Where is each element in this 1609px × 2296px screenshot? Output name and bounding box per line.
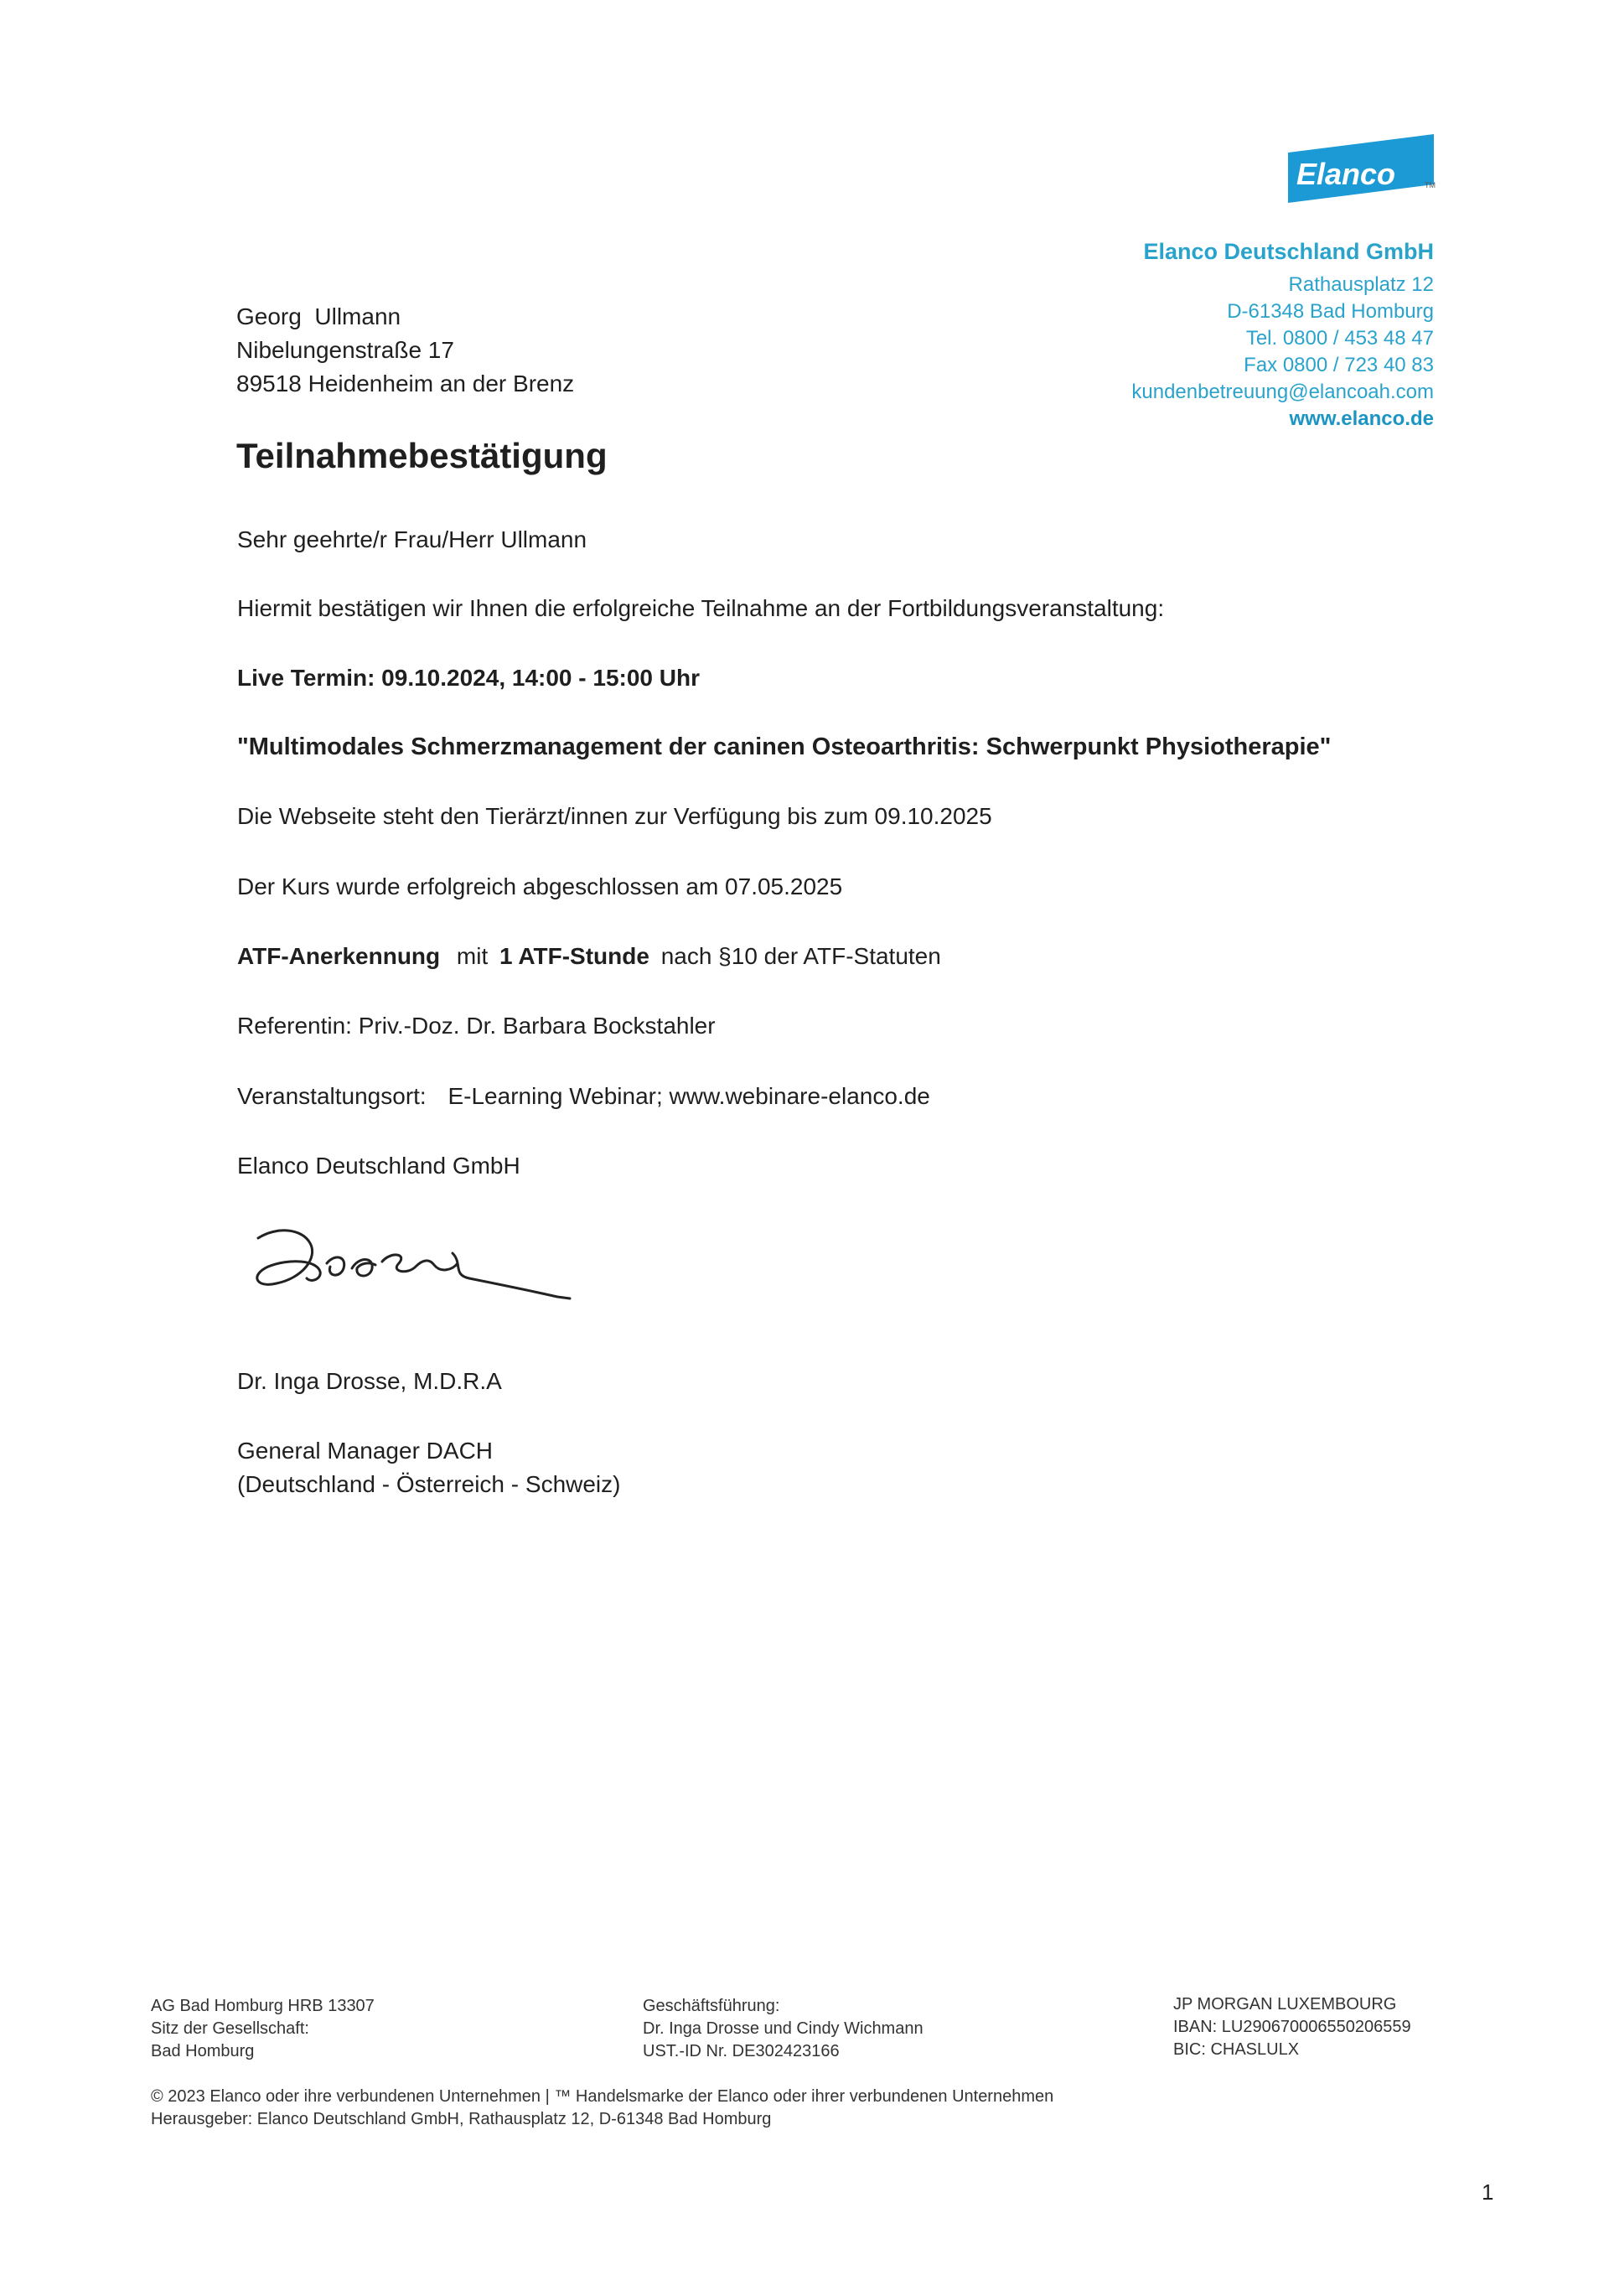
copyright-line: © 2023 Elanco oder ihre verbundenen Unternehmen | ™ Handelsmarke der Elanco oder ihrer verbundenen Unternehmen bbox=[151, 2087, 1054, 2106]
sender-company: Elanco Deutschland GmbH bbox=[1143, 239, 1434, 264]
footer-line: Dr. Inga Drosse und Cindy Wichmann bbox=[643, 2019, 923, 2038]
logo-text: Elanco bbox=[1296, 157, 1396, 191]
speaker: Referentin: Priv.-Doz. Dr. Barbara Bockstahler bbox=[237, 1013, 716, 1039]
intro-text: Hiermit bestätigen wir Ihnen die erfolgreiche Teilnahme an der Fortbildungsveranstaltung: bbox=[237, 595, 1165, 621]
sender-tel: Tel. 0800 / 453 48 47 bbox=[1245, 327, 1434, 350]
atf-recognition bbox=[237, 943, 941, 970]
sender-email: kundenbetreuung@elancoah.com bbox=[1131, 381, 1434, 403]
footer-register bbox=[151, 1995, 375, 2063]
footer-line: BIC: CHASLULX bbox=[1173, 2040, 1300, 2059]
handwritten-signature bbox=[243, 1220, 578, 1329]
atf-rest: nach §10 der ATF-Statuten bbox=[660, 943, 941, 969]
footer-legal bbox=[151, 2086, 1053, 2131]
page-number: 1 bbox=[1482, 2179, 1494, 2205]
location-label: Veranstaltungsort: bbox=[237, 1083, 427, 1109]
footer-line: Sitz der Gesellschaft: bbox=[151, 2019, 309, 2038]
sender-web: www.elanco.de bbox=[1289, 407, 1434, 430]
footer-line: IBAN: LU290670006550206559 bbox=[1173, 2018, 1411, 2036]
publisher-line: Herausgeber: Elanco Deutschland GmbH, Rathausplatz 12, D-61348 Bad Homburg bbox=[151, 2110, 772, 2128]
completion-note: Der Kurs wurde erfolgreich abgeschlossen am 07.05.2025 bbox=[237, 873, 843, 899]
event-location bbox=[237, 1083, 930, 1110]
course-title: "Multimodales Schmerzmanagement der caninen Osteoarthritis: Schwerpunkt Physiotherapie" bbox=[237, 733, 1332, 760]
salutation: Sehr geehrte/r Frau/Herr Ullmann bbox=[237, 526, 587, 552]
footer-management bbox=[643, 1995, 923, 2063]
recipient-city: 89518 Heidenheim an der Brenz bbox=[236, 371, 575, 396]
recipient-address bbox=[236, 300, 574, 401]
sender-address bbox=[1131, 235, 1434, 433]
sender-city: D-61348 Bad Homburg bbox=[1227, 300, 1434, 323]
atf-hours: 1 ATF-Stunde bbox=[499, 943, 649, 969]
signatory-role: General Manager DACH bbox=[237, 1438, 494, 1464]
recipient-street: Nibelungenstraße 17 bbox=[236, 337, 454, 363]
recipient-name: Georg Ullmann bbox=[236, 303, 401, 329]
footer-line: Bad Homburg bbox=[151, 2042, 255, 2060]
closing-company: Elanco Deutschland GmbH bbox=[237, 1153, 520, 1179]
footer-line: AG Bad Homburg HRB 13307 bbox=[151, 1997, 375, 2015]
elanco-logo bbox=[1285, 132, 1436, 203]
live-termin: Live Termin: 09.10.2024, 14:00 - 15:00 Uhr bbox=[237, 665, 700, 691]
sender-fax: Fax 0800 / 723 40 83 bbox=[1244, 354, 1434, 376]
website-note: Die Webseite steht den Tierärzt/innen zur Verfügung bis zum 09.10.2025 bbox=[237, 803, 992, 829]
footer-line: JP MORGAN LUXEMBOURG bbox=[1173, 1995, 1397, 2014]
document-title: Teilnahmebestätigung bbox=[236, 436, 608, 475]
signatory-region: (Deutschland - Österreich - Schweiz) bbox=[237, 1471, 621, 1497]
location-value: E-Learning Webinar; www.webinare-elanco.de bbox=[448, 1083, 930, 1109]
footer-line: UST.-ID Nr. DE302423166 bbox=[643, 2042, 840, 2060]
atf-label: ATF-Anerkennung bbox=[237, 943, 441, 969]
footer-bank bbox=[1173, 1993, 1411, 2061]
footer-line: Geschäftsführung: bbox=[643, 1997, 780, 2015]
atf-mit: mit bbox=[456, 943, 489, 969]
trademark-mark: TM bbox=[1425, 181, 1436, 189]
sender-street: Rathausplatz 12 bbox=[1288, 273, 1434, 296]
signatory-name: Dr. Inga Drosse, M.D.R.A bbox=[237, 1368, 502, 1394]
